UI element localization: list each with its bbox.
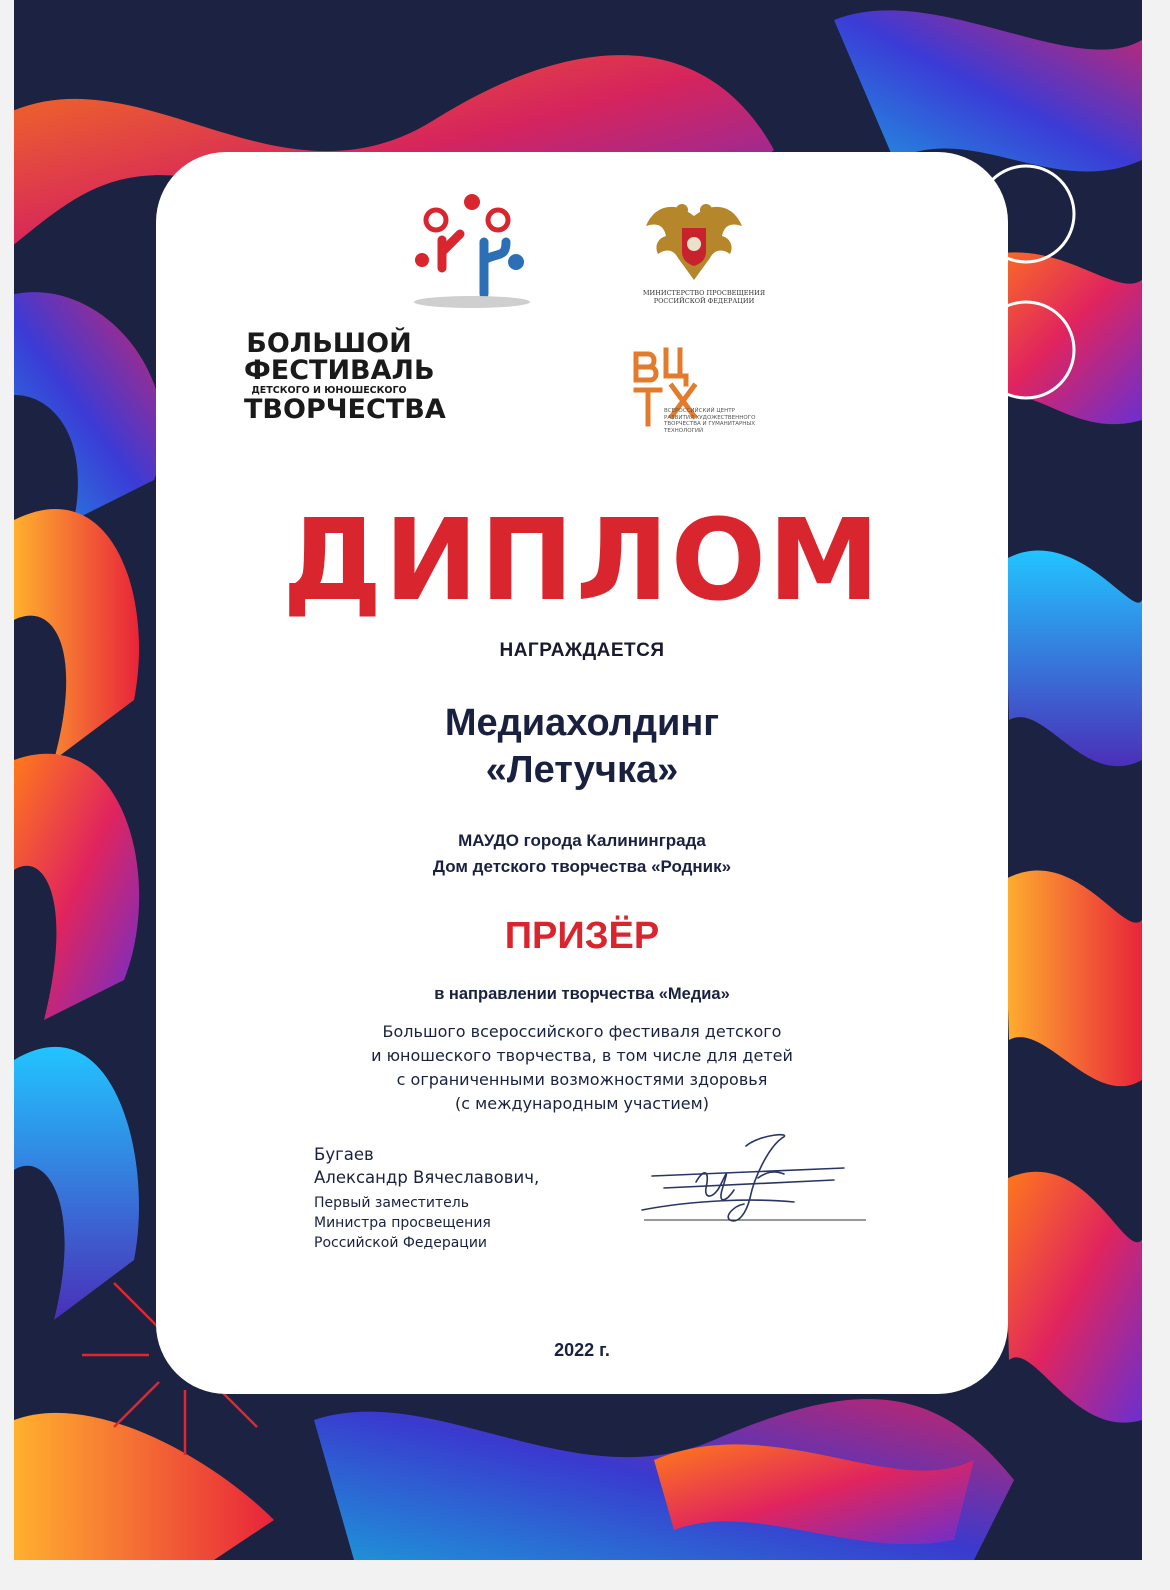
festival-logo-line4: ТВОРЧЕСТВА xyxy=(244,393,446,425)
vcht-name-line4: ТЕХНОЛОГИЙ xyxy=(664,427,704,434)
festival-line2: и юношеского творчества, в том числе для детей xyxy=(371,1046,793,1065)
signer-role xyxy=(314,1193,539,1253)
festival-logo-line1: БОЛЬШОЙ xyxy=(246,328,412,359)
festival-line3: с ограниченными возможностями здоровья xyxy=(396,1070,768,1089)
festival-logo-line2: ФЕСТИВАЛЬ xyxy=(244,355,435,386)
signer-surname: Бугаев xyxy=(314,1145,374,1164)
year: 2022 г. xyxy=(554,1340,610,1360)
signature-image xyxy=(634,1128,874,1228)
vcht-name-line2: РАЗВИТИЯ ХУДОЖЕСТВЕННОГО xyxy=(664,414,756,421)
vcht-name-line1: ВСЕРОССИЙСКИЙ ЦЕНТР xyxy=(664,408,735,414)
recipient-line1: Медиахолдинг xyxy=(444,702,720,744)
certificate xyxy=(14,0,1142,1560)
ministry-name-line1: МИНИСТЕРСТВО ПРОСВЕЩЕНИЯ xyxy=(642,289,766,297)
signer-role-line3: Российской Федерации xyxy=(314,1235,488,1251)
organization-line2: Дом детского творчества «Родник» xyxy=(432,857,732,876)
prize-title: ПРИЗЁР xyxy=(504,915,660,957)
direction-text: в направлении творчества «Медиа» xyxy=(434,985,730,1003)
diploma-text-block xyxy=(156,0,1008,1560)
recipient-line2: «Летучка» xyxy=(485,749,679,791)
festival-line1: Большого всероссийского фестиваля детского xyxy=(382,1022,782,1041)
vcht-name-line3: ТВОРЧЕСТВА И ГУМАНИТАРНЫХ xyxy=(664,421,756,428)
signer-name: Александр Вячеславович, xyxy=(314,1168,540,1187)
diploma-title: ДИПЛОМ xyxy=(282,496,882,626)
festival-line4: (с международным участием) xyxy=(455,1094,709,1113)
ministry-name-line2: РОССИЙСКОЙ ФЕДЕРАЦИИ xyxy=(653,297,755,306)
recipient-name xyxy=(156,700,1008,794)
festival-description xyxy=(156,1020,1008,1116)
organization-line1: МАУДО города Калининграда xyxy=(458,831,706,850)
organization xyxy=(156,828,1008,880)
festival-logo-line3: ДЕТСКОГО И ЮНОШЕСКОГО xyxy=(251,385,407,396)
signer-block xyxy=(314,1143,539,1253)
awarded-label: НАГРАЖДАЕТСЯ xyxy=(499,640,665,661)
signer-role-line1: Первый заместитель xyxy=(314,1195,469,1211)
signer-role-line2: Министра просвещения xyxy=(314,1215,491,1231)
